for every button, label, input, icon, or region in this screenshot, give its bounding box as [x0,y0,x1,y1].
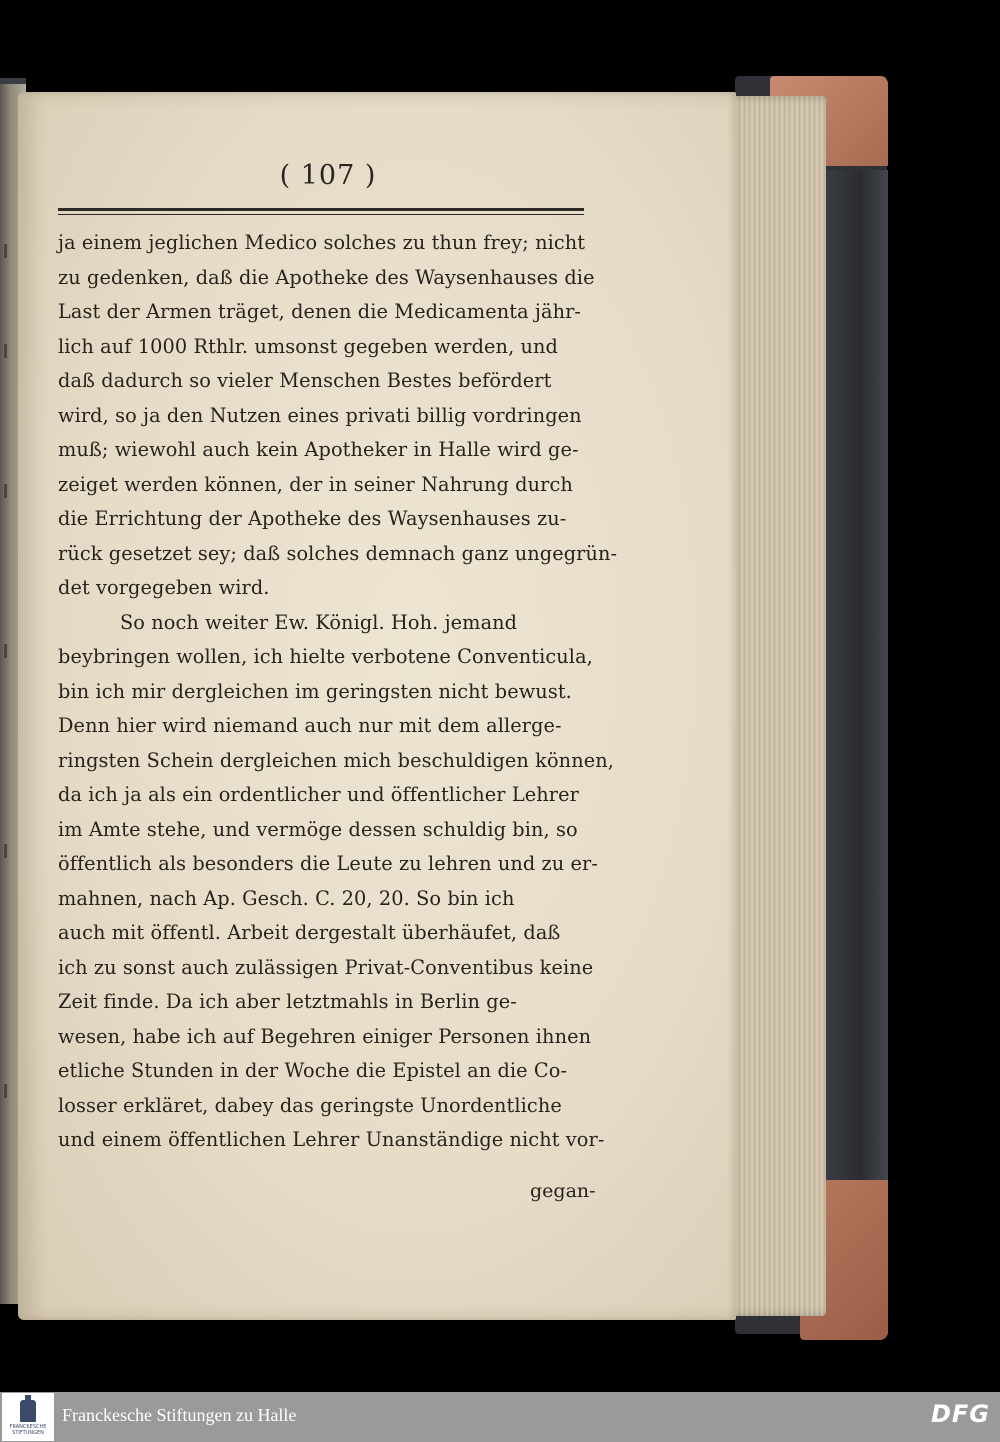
text-line: ringsten Schein dergleichen mich beschuldigen können, [58,748,614,772]
dfg-logo[interactable]: DFG [930,1400,990,1428]
text-line: det vorgegeben wird. [58,576,270,599]
foundation-emblem-icon [20,1400,36,1422]
facing-page-ink-mark [4,344,7,358]
facing-page-ink-mark [4,644,7,658]
text-line: ich zu sonst auch zulässigen Privat-Conventibus keine [58,955,594,979]
text-line: daß dadurch so vieler Menschen Bestes befördert [58,369,552,392]
text-line: wesen, habe ich auf Begehren einiger Personen ihnen [58,1024,592,1048]
text-line: ja einem jeglichen Medico solches zu thun frey; nicht [58,231,586,254]
text-line: muß; wiewohl auch kein Apotheker in Halle wird ge- [58,438,579,461]
text-line: Last der Armen träget, denen die Medicamenta jähr- [58,300,582,323]
text-line: mahnen, nach Ap. Gesch. C. 20, 20. So bin ich [58,886,515,910]
facing-page-ink-mark [4,244,7,258]
facing-page-ink-mark [4,1084,7,1098]
text-line: zeiget werden können, der in seiner Nahrung durch [58,472,573,496]
text-line: und einem öffentlichen Lehrer Unanständige nicht vor- [58,1128,605,1151]
text-line: lich auf 1000 Rthlr. umsonst gegeben werden, und [58,334,559,358]
header-rule [58,208,584,215]
text-line: bin ich mir dergleichen im geringsten nicht bewust. [58,679,572,703]
text-line: im Amte stehe, und vermöge dessen schuldig bin, so [58,817,578,841]
catchword: gegan- [530,1180,596,1202]
logo-text: FRANCKESCHE STIFTUNGEN [9,1424,47,1436]
page-number: ( 107 ) [279,160,377,191]
text-line: etliche Stunden in der Woche die Epistel an die Co- [58,1059,568,1082]
institution-name[interactable]: Franckesche Stiftungen zu Halle [62,1405,297,1425]
paragraph-first-line: So noch weiter Ew. Königl. Hoh. jemand [120,610,518,634]
text-line: Zeit finde. Da ich aber letztmahls in Berlin ge- [58,990,517,1013]
text-line: da ich ja als ein ordentlicher und öffentlicher Lehrer [58,783,579,806]
text-line: auch mit öffentl. Arbeit dergestalt überhäufet, daß [58,921,561,944]
text-line: rück gesetzet sey; daß solches demnach ganz ungegrün- [58,541,618,565]
footer-bar [0,1392,1000,1442]
text-line: beybringen wollen, ich hielte verbotene Conventicula, [58,645,593,668]
text-line: die Errichtung der Apotheke des Waysenhauses zu- [58,507,567,530]
cover-cloth-panel [820,170,888,1200]
text-line: Denn hier wird niemand auch nur mit dem allerge- [58,714,562,737]
facing-page-ink-mark [4,844,7,858]
text-line: zu gedenken, daß die Apotheke des Waysenhauses die [58,265,595,289]
facing-page-ink-mark [4,484,7,498]
text-line: öffentlich als besonders die Leute zu lehren und zu er- [58,852,598,875]
text-line: wird, so ja den Nutzen eines privati billig vordringen [58,403,582,427]
foundation-logo[interactable] [2,1393,54,1441]
page-edges [726,96,826,1316]
text-line: losser erkläret, dabey das geringste Unordentliche [58,1093,562,1117]
